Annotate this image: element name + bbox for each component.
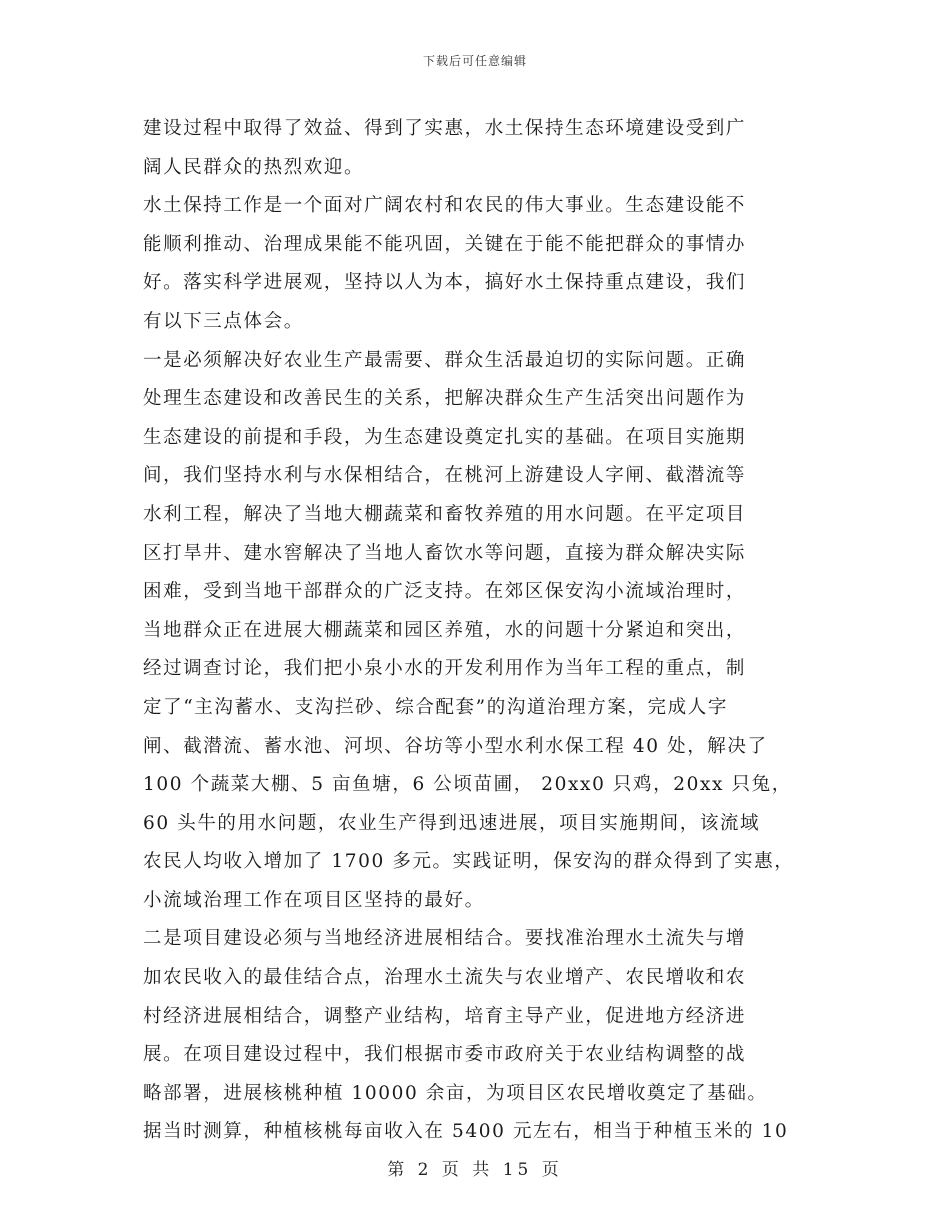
text-line: 展。在项目建设过程中，我们根据市委市政府关于农业结构调整的战 [143, 1044, 747, 1066]
text-line: 水利工程，解决了当地大棚蔬菜和畜牧养殖的用水问题。在平定项目 [143, 503, 747, 525]
text-line: 处理生态建设和改善民生的关系，把解决群众生产生活突出问题作为 [143, 388, 747, 410]
text-line: 经过调查讨论，我们把小泉小水的开发利用作为当年工程的重点，制 [143, 658, 747, 680]
text-line: 100 个蔬菜大棚、5 亩鱼塘，6 公顷苗圃， 20xx0 只鸡，20xx 只兔， [143, 774, 792, 796]
text-line: 当地群众正在进展大棚蔬菜和园区养殖，水的问题十分紧迫和突出， [143, 619, 747, 641]
text-line: 二是项目建设必须与当地经济进展相结合。要找准治理水土流失与增 [143, 928, 747, 950]
text-line: 一是必须解决好农业生产最需要、群众生活最迫切的实际问题。正确 [143, 349, 747, 371]
text-line: 据当时测算，种植核桃每亩收入在 5400 元左右，相当于种植玉米的 10 [143, 1121, 789, 1143]
text-line: 农民人均收入增加了 1700 多元。实践证明，保安沟的群众得到了实惠， [143, 851, 795, 873]
text-line: 有以下三点体会。 [143, 310, 304, 332]
text-line: 60 头牛的用水问题，农业生产得到迅速进展，项目实施期间，该流域 [143, 812, 761, 834]
text-line: 水土保持工作是一个面对广阔农村和农民的伟大事业。生态建设能不 [143, 195, 747, 217]
text-line: 建设过程中取得了效益、得到了实惠，水土保持生态环境建设受到广 [143, 118, 747, 139]
page-header: 下载后可任意编辑 [422, 54, 527, 68]
text-line: 好。落实科学进展观，坚持以人为本，搞好水土保持重点建设，我们 [143, 272, 747, 294]
text-line: 闸、截潜流、蓄水池、河坝、谷坊等小型水利水保工程 40 处，解决了 [143, 735, 768, 757]
text-line: 加农民收入的最佳结合点，治理水土流失与农业增产、农民增收和农 [143, 967, 747, 989]
text-line: 生态建设的前提和手段，为生态建设奠定扎实的基础。在项目实施期 [143, 426, 747, 448]
text-line: 间，我们坚持水利与水保相结合，在桃河上游建设人字闸、截潜流等 [143, 465, 747, 487]
text-line: 略部署，进展核桃种植 10000 余亩，为项目区农民增收奠定了基础。 [143, 1082, 768, 1104]
text-line: 困难，受到当地干部群众的广泛支持。在郊区保安沟小流域治理时， [143, 581, 747, 603]
text-line: 小流域治理工作在项目区坚持的最好。 [143, 889, 485, 911]
text-line: 能顺利推动、治理成果能不能巩固，关键在于能不能把群众的事情办 [143, 233, 747, 255]
text-line: 阔人民群众的热烈欢迎。 [143, 156, 365, 178]
text-line: 区打旱井、建水窖解决了当地人畜饮水等问题，直接为群众解决实际 [143, 542, 747, 564]
text-line: 村经济进展相结合，调整产业结构，培育主导产业，促进地方经济进 [143, 1005, 747, 1027]
page-number-footer: 第 2 页 共 15 页 [387, 1160, 563, 1180]
text-line: 定了“主沟蓄水、支沟拦砂、综合配套”的沟道治理方案，完成人字 [143, 696, 728, 718]
document-body [143, 110, 815, 1152]
